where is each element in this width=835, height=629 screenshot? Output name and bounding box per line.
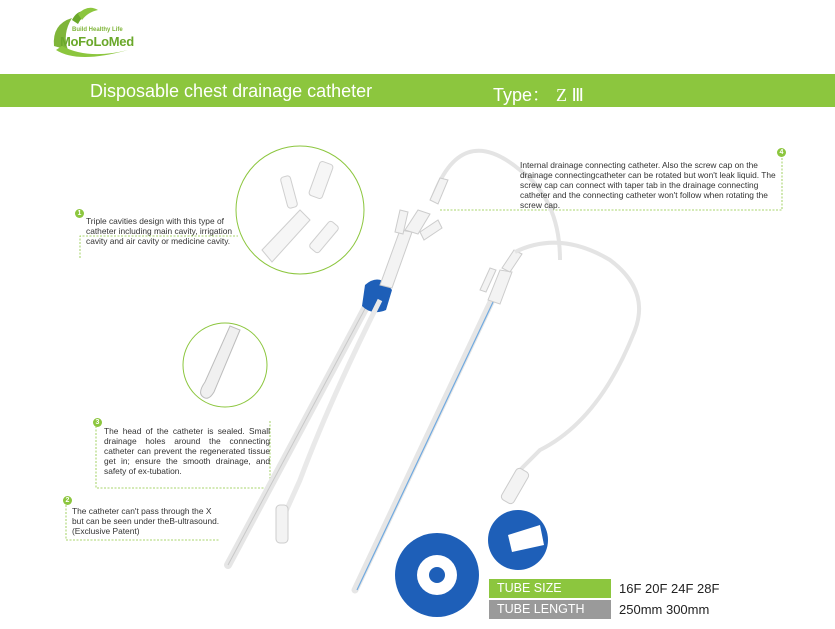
note-1-text: Triple cavities design with this type of catheter including main cavity, irrigation cavity and air cavity or medicine cavity. [86,216,233,246]
logo-name: MoFoLoMed [60,34,134,49]
spec-table [489,579,749,619]
note-number-3: 3 [93,418,102,427]
note-2-text: The catheter can't pass through the X but can be seen under theB-ultrasound.(Exclusive Patent) [72,506,220,536]
spec-label: TUBE LENGTH [489,600,611,619]
spec-label: TUBE SIZE [489,579,611,598]
blue-screw-cap [488,510,548,570]
spec-value: 16F 20F 24F 28F [619,581,720,596]
blue-flange-disc [395,533,479,617]
note-number-2: 2 [63,496,72,505]
logo-tagline: Build Healthy Life [72,27,123,33]
note-number-4: 4 [777,148,786,157]
type-label-text: Type： [493,85,551,105]
type-value: Z Ⅲ [556,85,584,105]
note-number-1: 1 [75,209,84,218]
spec-row [489,600,749,620]
page-title: Disposable chest drainage catheter [90,81,373,101]
note-4-text: Internal drainage connecting catheter. Also the screw cap on the drainage connectingcatheter can be rotated but won't leak liquid. The screw cap can connect with taper tab in the drainage connecting catheter and the connecting catheter won't follow when rotating the screw cap. [520,160,776,210]
spec-row [489,579,749,599]
spec-value: 250mm 300mm [619,602,710,617]
note-3-text: The head of the catheter is sealed. Small drainage holes around the connecting catheter can prevent the regenerated tissue get in; ensure the smooth drainage, and safety of ex-tubation. [104,426,270,476]
